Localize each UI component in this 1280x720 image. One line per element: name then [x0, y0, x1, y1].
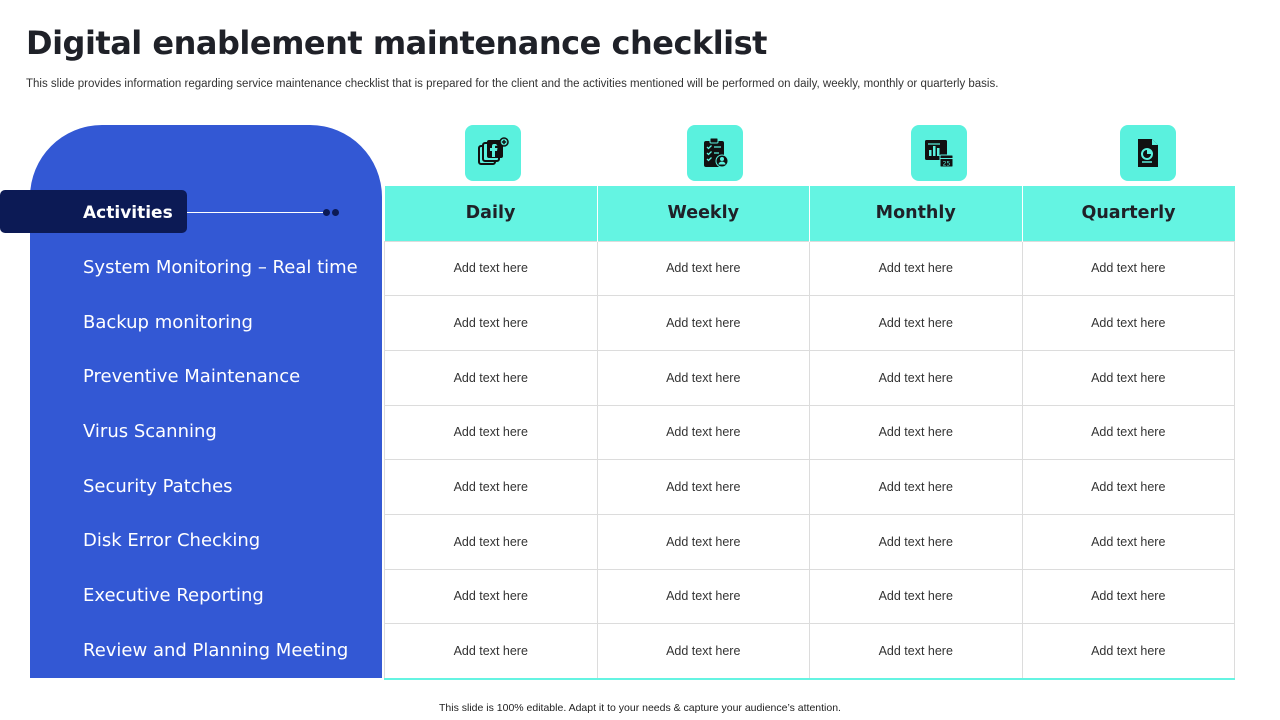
table-cell: Add text here	[597, 405, 810, 460]
table-cell: Add text here	[385, 514, 598, 569]
activity-item: Executive Reporting	[83, 585, 264, 607]
table-cell: Add text here	[385, 241, 598, 296]
table-cell: Add text here	[1022, 350, 1235, 405]
table-row	[385, 241, 1235, 296]
table-cell: Add text here	[1022, 241, 1235, 296]
calendar-chart-icon	[911, 125, 967, 181]
table-cell: Add text here	[597, 241, 810, 296]
connector-dot	[323, 209, 330, 216]
table-cell: Add text here	[385, 296, 598, 351]
table-cell: Add text here	[385, 624, 598, 679]
activity-item: Backup monitoring	[83, 311, 253, 333]
table-cell: Add text here	[810, 460, 1023, 515]
table-cell: Add text here	[385, 405, 598, 460]
page-subtitle: This slide provides information regarding service maintenance checklist that is prepared for the client and the activities mentioned will be performed on daily, weekly, monthly or quarterly basis.	[26, 78, 999, 90]
table-row	[385, 569, 1235, 624]
table-cell: Add text here	[1022, 569, 1235, 624]
table-cell: Add text here	[385, 460, 598, 515]
table-row	[385, 514, 1235, 569]
table-cell: Add text here	[1022, 624, 1235, 679]
table-cell: Add text here	[597, 460, 810, 515]
table-cell: Add text here	[810, 514, 1023, 569]
table-row	[385, 405, 1235, 460]
table-row	[385, 624, 1235, 679]
table-cell: Add text here	[597, 569, 810, 624]
table-cell: Add text here	[810, 350, 1023, 405]
table-header-row	[385, 186, 1235, 241]
activity-item: Review and Planning Meeting	[83, 639, 349, 661]
table-cell: Add text here	[810, 624, 1023, 679]
table-cell: Add text here	[1022, 296, 1235, 351]
table-cell: Add text here	[597, 296, 810, 351]
table-row	[385, 296, 1235, 351]
clipboard-user-icon	[687, 125, 743, 181]
activity-item: Disk Error Checking	[83, 530, 261, 552]
table-cell: Add text here	[1022, 460, 1235, 515]
table-cell: Add text here	[1022, 405, 1235, 460]
connector-dot	[332, 209, 339, 216]
footer-note: This slide is 100% editable. Adapt it to your needs & capture your audience’s attention.	[439, 702, 841, 714]
table-cell: Add text here	[385, 569, 598, 624]
column-header-monthly: Monthly	[810, 186, 1023, 241]
table-cell: Add text here	[385, 350, 598, 405]
table-cell: Add text here	[810, 296, 1023, 351]
svg-text:25: 25	[942, 160, 951, 168]
table-cell: Add text here	[597, 624, 810, 679]
table-cell: Add text here	[810, 241, 1023, 296]
column-header-daily: Daily	[385, 186, 598, 241]
social-media-stack-icon	[465, 125, 521, 181]
table-row	[385, 460, 1235, 515]
activity-item: Preventive Maintenance	[83, 366, 301, 388]
activity-item: Security Patches	[83, 475, 233, 497]
report-document-icon	[1120, 125, 1176, 181]
activity-list	[83, 241, 378, 679]
activity-item: System Monitoring – Real time	[83, 257, 358, 278]
table-cell: Add text here	[1022, 514, 1235, 569]
page-title: Digital enablement maintenance checklist	[26, 24, 767, 62]
connector-line	[187, 212, 323, 213]
checklist-table	[384, 186, 1235, 680]
table-cell: Add text here	[597, 514, 810, 569]
table-cell: Add text here	[597, 350, 810, 405]
table-cell: Add text here	[810, 569, 1023, 624]
table-cell: Add text here	[810, 405, 1023, 460]
column-header-weekly: Weekly	[597, 186, 810, 241]
activity-item: Virus Scanning	[83, 421, 217, 443]
activities-header: Activities	[83, 203, 173, 223]
column-header-quarterly: Quarterly	[1022, 186, 1235, 241]
table-row	[385, 350, 1235, 405]
